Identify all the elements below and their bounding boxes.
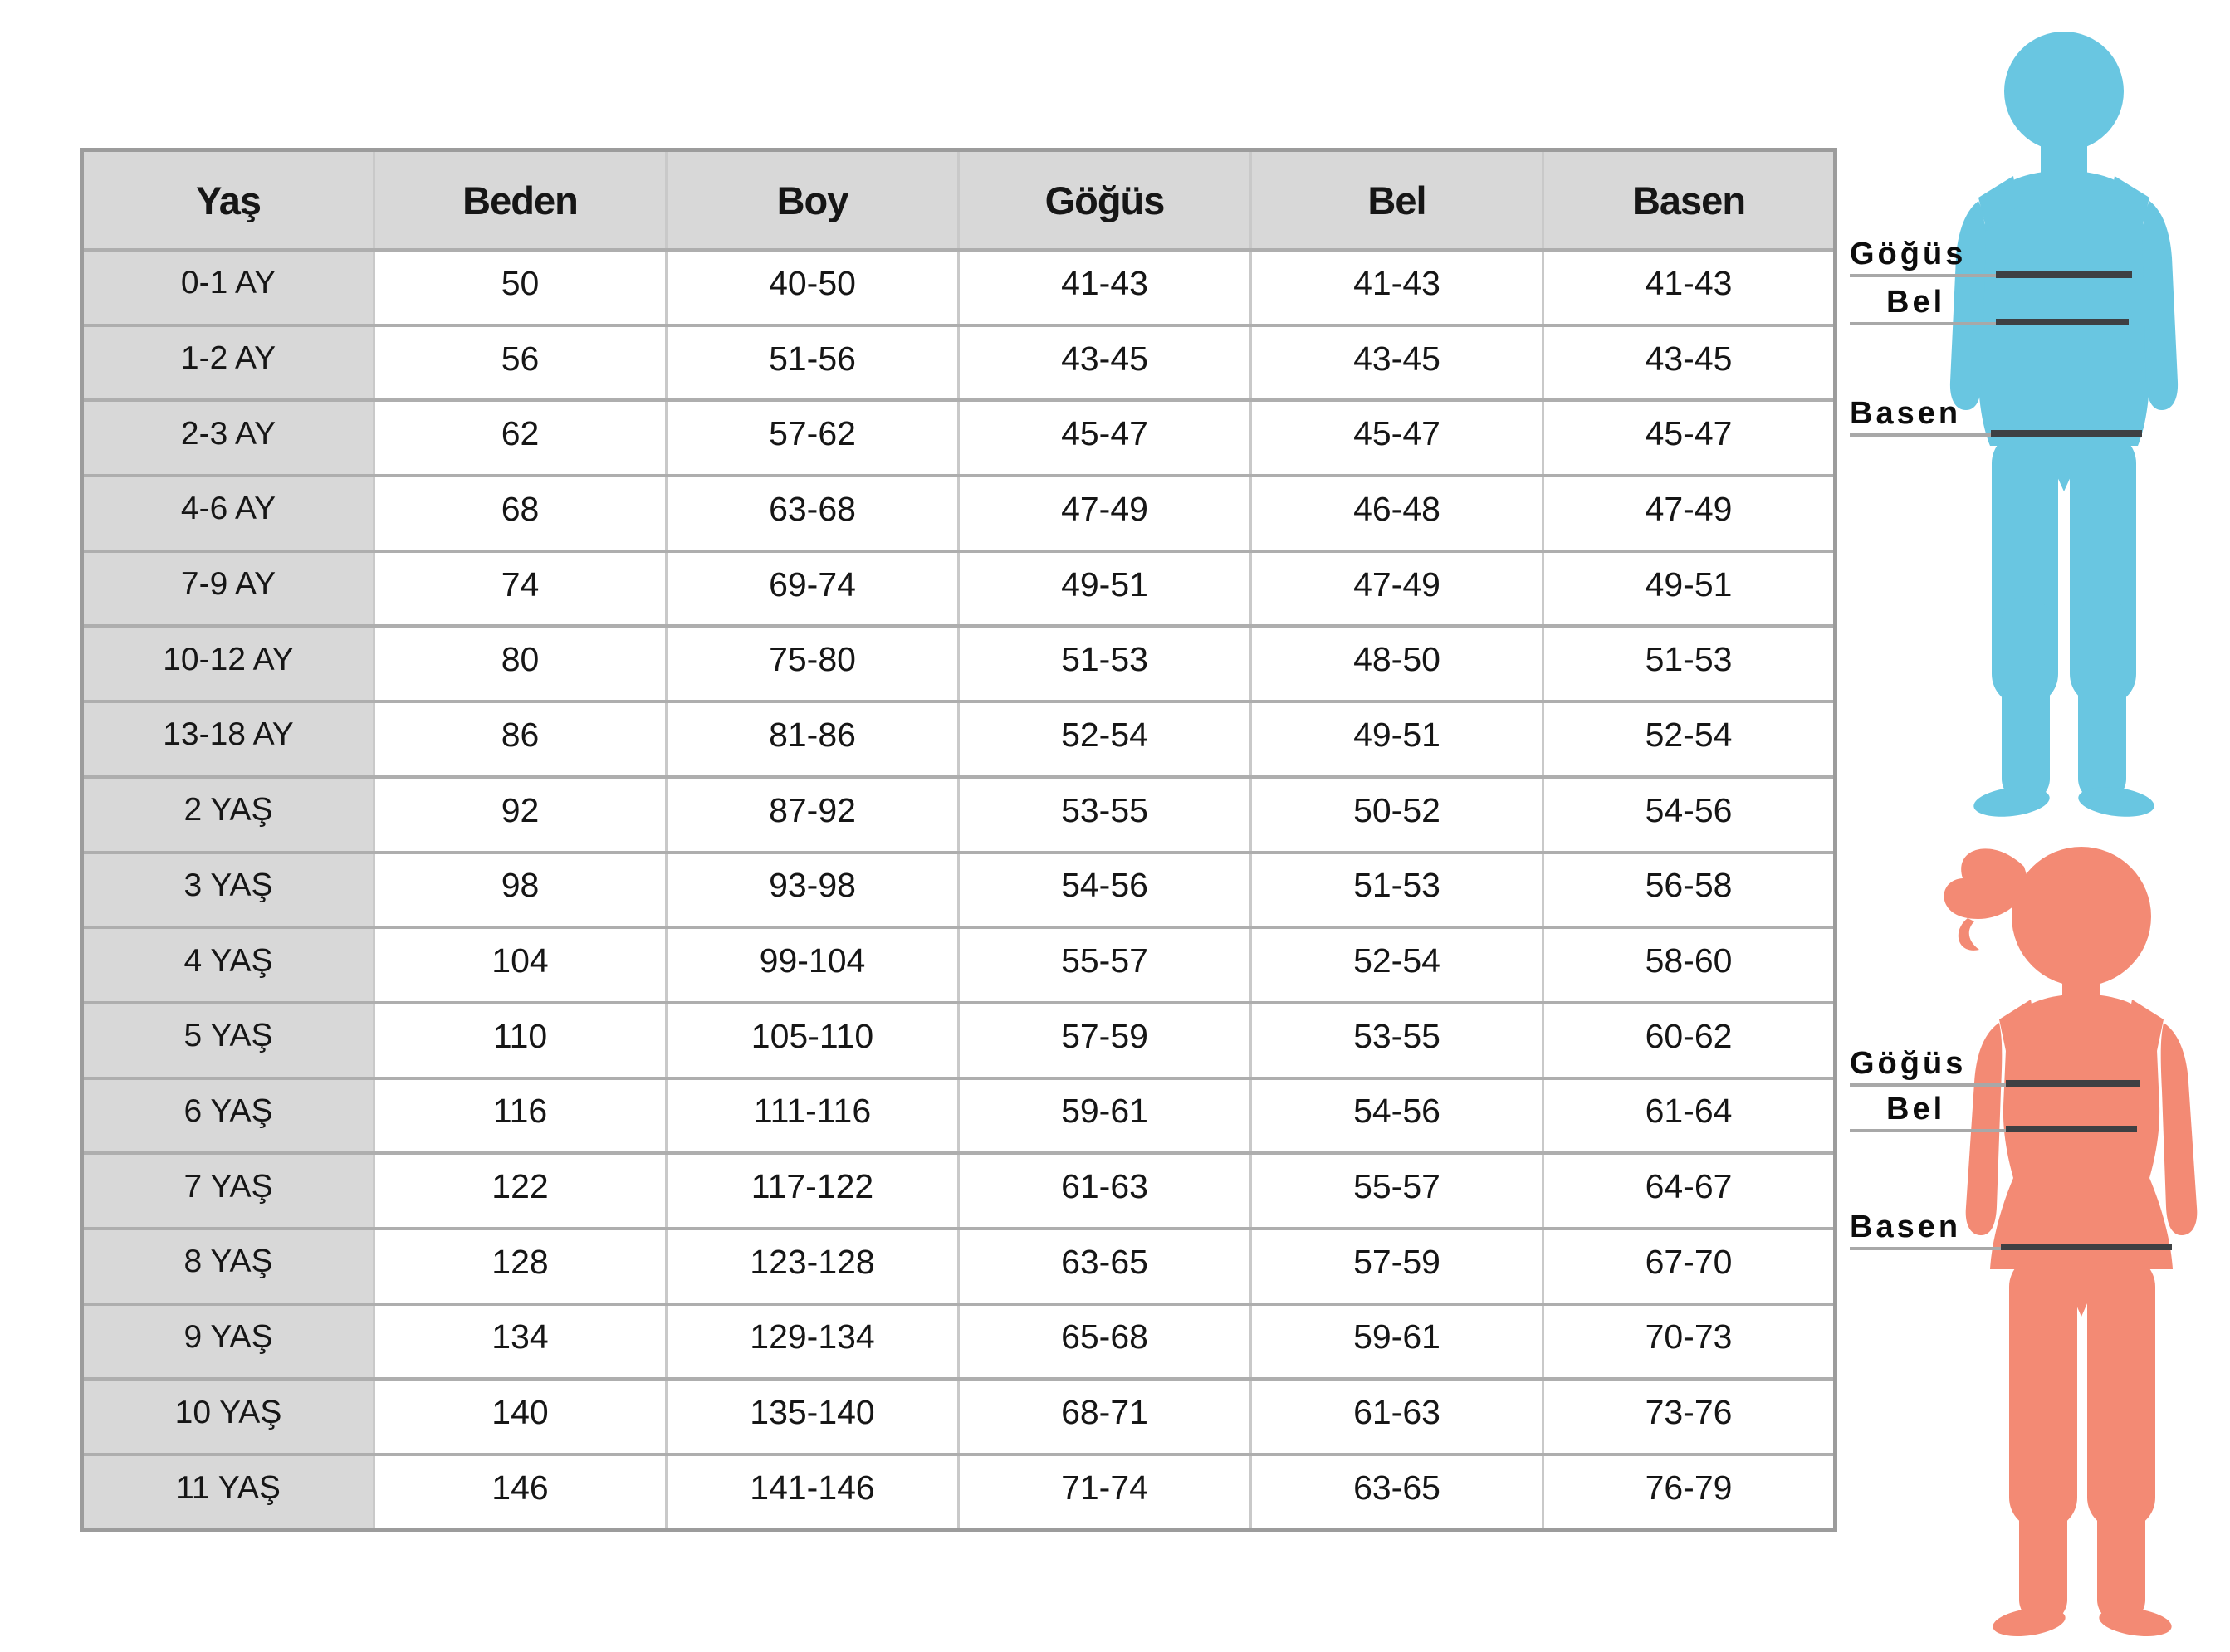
size-cell: 74 [374, 551, 667, 627]
table-row [82, 853, 1836, 928]
size-cell: 81-86 [667, 701, 959, 777]
size-cell: 59-61 [959, 1078, 1251, 1154]
boy-calf-left [2002, 596, 2050, 802]
age-cell: 11 YAŞ [82, 1454, 374, 1531]
size-cell: 46-48 [1251, 476, 1543, 551]
size-cell: 86 [374, 701, 667, 777]
size-cell: 71-74 [959, 1454, 1251, 1531]
size-cell: 69-74 [667, 551, 959, 627]
size-cell: 52-54 [959, 701, 1251, 777]
size-cell: 56 [374, 325, 667, 401]
boy-head [2004, 32, 2124, 151]
table-row [82, 777, 1836, 853]
boy-hips-line-leader [1850, 433, 1991, 437]
age-cell: 2-3 AY [82, 400, 374, 476]
size-cell: 63-65 [959, 1229, 1251, 1304]
size-cell: 51-53 [1543, 626, 1836, 701]
girl-ponytail-curl [1959, 918, 1979, 951]
size-cell: 54-56 [1251, 1078, 1543, 1154]
size-cell: 140 [374, 1379, 667, 1454]
girl-hips-line-leader [1850, 1247, 2001, 1250]
age-cell: 10 YAŞ [82, 1379, 374, 1454]
size-cell: 123-128 [667, 1229, 959, 1304]
boy-chest-measure-line [1996, 271, 2132, 278]
girl-chest-measure-line [2006, 1080, 2140, 1087]
table-row [82, 400, 1836, 476]
girl-chest-label: Göğüs [1850, 1046, 1967, 1081]
size-cell: 104 [374, 927, 667, 1003]
age-cell: 7 YAŞ [82, 1153, 374, 1229]
size-cell: 43-45 [1251, 325, 1543, 401]
boy-chest-label: Göğüs [1850, 237, 1967, 271]
size-cell: 53-55 [959, 777, 1251, 853]
size-cell: 50-52 [1251, 777, 1543, 853]
table-row [82, 1003, 1836, 1078]
size-cell: 110 [374, 1003, 667, 1078]
age-cell: 8 YAŞ [82, 1229, 374, 1304]
table-row [82, 551, 1836, 627]
age-cell: 3 YAŞ [82, 853, 374, 928]
boy-hips-measure-line [1991, 430, 2142, 437]
size-chart-table [80, 148, 1837, 1532]
size-cell: 47-49 [1251, 551, 1543, 627]
table-row [82, 1304, 1836, 1380]
size-cell: 68-71 [959, 1379, 1251, 1454]
size-cell: 128 [374, 1229, 667, 1304]
size-cell: 87-92 [667, 777, 959, 853]
size-cell: 111-116 [667, 1078, 959, 1154]
size-cell: 45-47 [959, 400, 1251, 476]
column-header: Göğüs [959, 150, 1251, 251]
size-cell: 57-59 [1251, 1229, 1543, 1304]
size-cell: 98 [374, 853, 667, 928]
size-cell: 56-58 [1543, 853, 1836, 928]
size-cell: 62 [374, 400, 667, 476]
table-row [82, 1153, 1836, 1229]
size-cell: 122 [374, 1153, 667, 1229]
size-cell: 146 [374, 1454, 667, 1531]
table-row [82, 476, 1836, 551]
age-cell: 0-1 AY [82, 250, 374, 325]
boy-waist-line-leader [1850, 322, 1996, 325]
size-cell: 117-122 [667, 1153, 959, 1229]
boy-calf-right [2078, 596, 2126, 802]
size-cell: 64-67 [1543, 1153, 1836, 1229]
size-cell: 47-49 [1543, 476, 1836, 551]
girl-calf-left [2019, 1417, 2067, 1623]
age-cell: 4 YAŞ [82, 927, 374, 1003]
girl-waist-measure-line [2006, 1126, 2137, 1132]
size-cell: 48-50 [1251, 626, 1543, 701]
table-row [82, 1454, 1836, 1531]
age-cell: 10-12 AY [82, 626, 374, 701]
size-cell: 49-51 [959, 551, 1251, 627]
size-cell: 45-47 [1251, 400, 1543, 476]
table-body [82, 250, 1836, 1531]
girl-hips-label: Basen [1850, 1210, 1962, 1244]
size-cell: 99-104 [667, 927, 959, 1003]
boy-arm-right [2142, 201, 2178, 410]
table-row [82, 325, 1836, 401]
size-cell: 141-146 [667, 1454, 959, 1531]
table-row [82, 927, 1836, 1003]
size-cell: 105-110 [667, 1003, 959, 1078]
size-cell: 53-55 [1251, 1003, 1543, 1078]
girl-hips-measure-line [2001, 1244, 2172, 1250]
age-cell: 4-6 AY [82, 476, 374, 551]
size-cell: 49-51 [1543, 551, 1836, 627]
column-header: Boy [667, 150, 959, 251]
size-cell: 41-43 [1251, 250, 1543, 325]
size-cell: 70-73 [1543, 1304, 1836, 1380]
girl-silhouette [1918, 832, 2230, 1652]
girl-waist-label: Bel [1886, 1092, 1946, 1127]
size-cell: 80 [374, 626, 667, 701]
size-cell: 54-56 [959, 853, 1251, 928]
table-row [82, 250, 1836, 325]
size-cell: 45-47 [1543, 400, 1836, 476]
size-cell: 60-62 [1543, 1003, 1836, 1078]
size-cell: 51-56 [667, 325, 959, 401]
girl-chest-line-leader [1850, 1083, 2006, 1087]
table-row [82, 701, 1836, 777]
size-cell: 75-80 [667, 626, 959, 701]
size-cell: 63-68 [667, 476, 959, 551]
size-cell: 49-51 [1251, 701, 1543, 777]
size-cell: 65-68 [959, 1304, 1251, 1380]
size-cell: 61-64 [1543, 1078, 1836, 1154]
size-cell: 52-54 [1543, 701, 1836, 777]
column-header: Bel [1251, 150, 1543, 251]
boy-hips-label: Basen [1850, 396, 1962, 431]
age-cell: 5 YAŞ [82, 1003, 374, 1078]
age-cell: 13-18 AY [82, 701, 374, 777]
size-cell: 67-70 [1543, 1229, 1836, 1304]
size-cell: 93-98 [667, 853, 959, 928]
girl-waist-line-leader [1850, 1129, 2006, 1132]
size-cell: 63-65 [1251, 1454, 1543, 1531]
size-cell: 61-63 [959, 1153, 1251, 1229]
size-cell: 61-63 [1251, 1379, 1543, 1454]
size-cell: 59-61 [1251, 1304, 1543, 1380]
size-cell: 57-59 [959, 1003, 1251, 1078]
size-cell: 47-49 [959, 476, 1251, 551]
boy-arm-left [1950, 201, 1986, 410]
age-cell: 7-9 AY [82, 551, 374, 627]
age-cell: 1-2 AY [82, 325, 374, 401]
column-header: Yaş [82, 150, 374, 251]
size-cell: 43-45 [1543, 325, 1836, 401]
size-cell: 52-54 [1251, 927, 1543, 1003]
size-cell: 58-60 [1543, 927, 1836, 1003]
size-cell: 73-76 [1543, 1379, 1836, 1454]
size-cell: 40-50 [667, 250, 959, 325]
size-cell: 57-62 [667, 400, 959, 476]
header-row [82, 150, 1836, 251]
size-cell: 55-57 [1251, 1153, 1543, 1229]
table-header [82, 150, 1836, 251]
girl-head [2032, 872, 2131, 971]
girl-arm-right [2161, 1023, 2198, 1235]
column-header: Beden [374, 150, 667, 251]
size-cell: 51-53 [959, 626, 1251, 701]
age-cell: 9 YAŞ [82, 1304, 374, 1380]
size-cell: 43-45 [959, 325, 1251, 401]
size-cell: 92 [374, 777, 667, 853]
size-cell: 135-140 [667, 1379, 959, 1454]
boy-silhouette [1940, 23, 2188, 822]
table-row [82, 626, 1836, 701]
size-cell: 51-53 [1251, 853, 1543, 928]
boy-chest-line-leader [1850, 274, 1996, 277]
size-cell: 129-134 [667, 1304, 959, 1380]
column-header: Basen [1543, 150, 1836, 251]
size-cell: 76-79 [1543, 1454, 1836, 1531]
age-cell: 2 YAŞ [82, 777, 374, 853]
size-cell: 41-43 [1543, 250, 1836, 325]
size-cell: 68 [374, 476, 667, 551]
table-row [82, 1379, 1836, 1454]
size-cell: 50 [374, 250, 667, 325]
size-cell: 41-43 [959, 250, 1251, 325]
age-cell: 6 YAŞ [82, 1078, 374, 1154]
boy-waist-label: Bel [1886, 285, 1946, 320]
size-cell: 55-57 [959, 927, 1251, 1003]
size-cell: 54-56 [1543, 777, 1836, 853]
boy-waist-measure-line [1996, 319, 2129, 325]
size-cell: 134 [374, 1304, 667, 1380]
size-cell: 116 [374, 1078, 667, 1154]
table-row [82, 1078, 1836, 1154]
boy-body-shape [1950, 32, 2178, 820]
girl-calf-right [2097, 1417, 2145, 1623]
table-row [82, 1229, 1836, 1304]
